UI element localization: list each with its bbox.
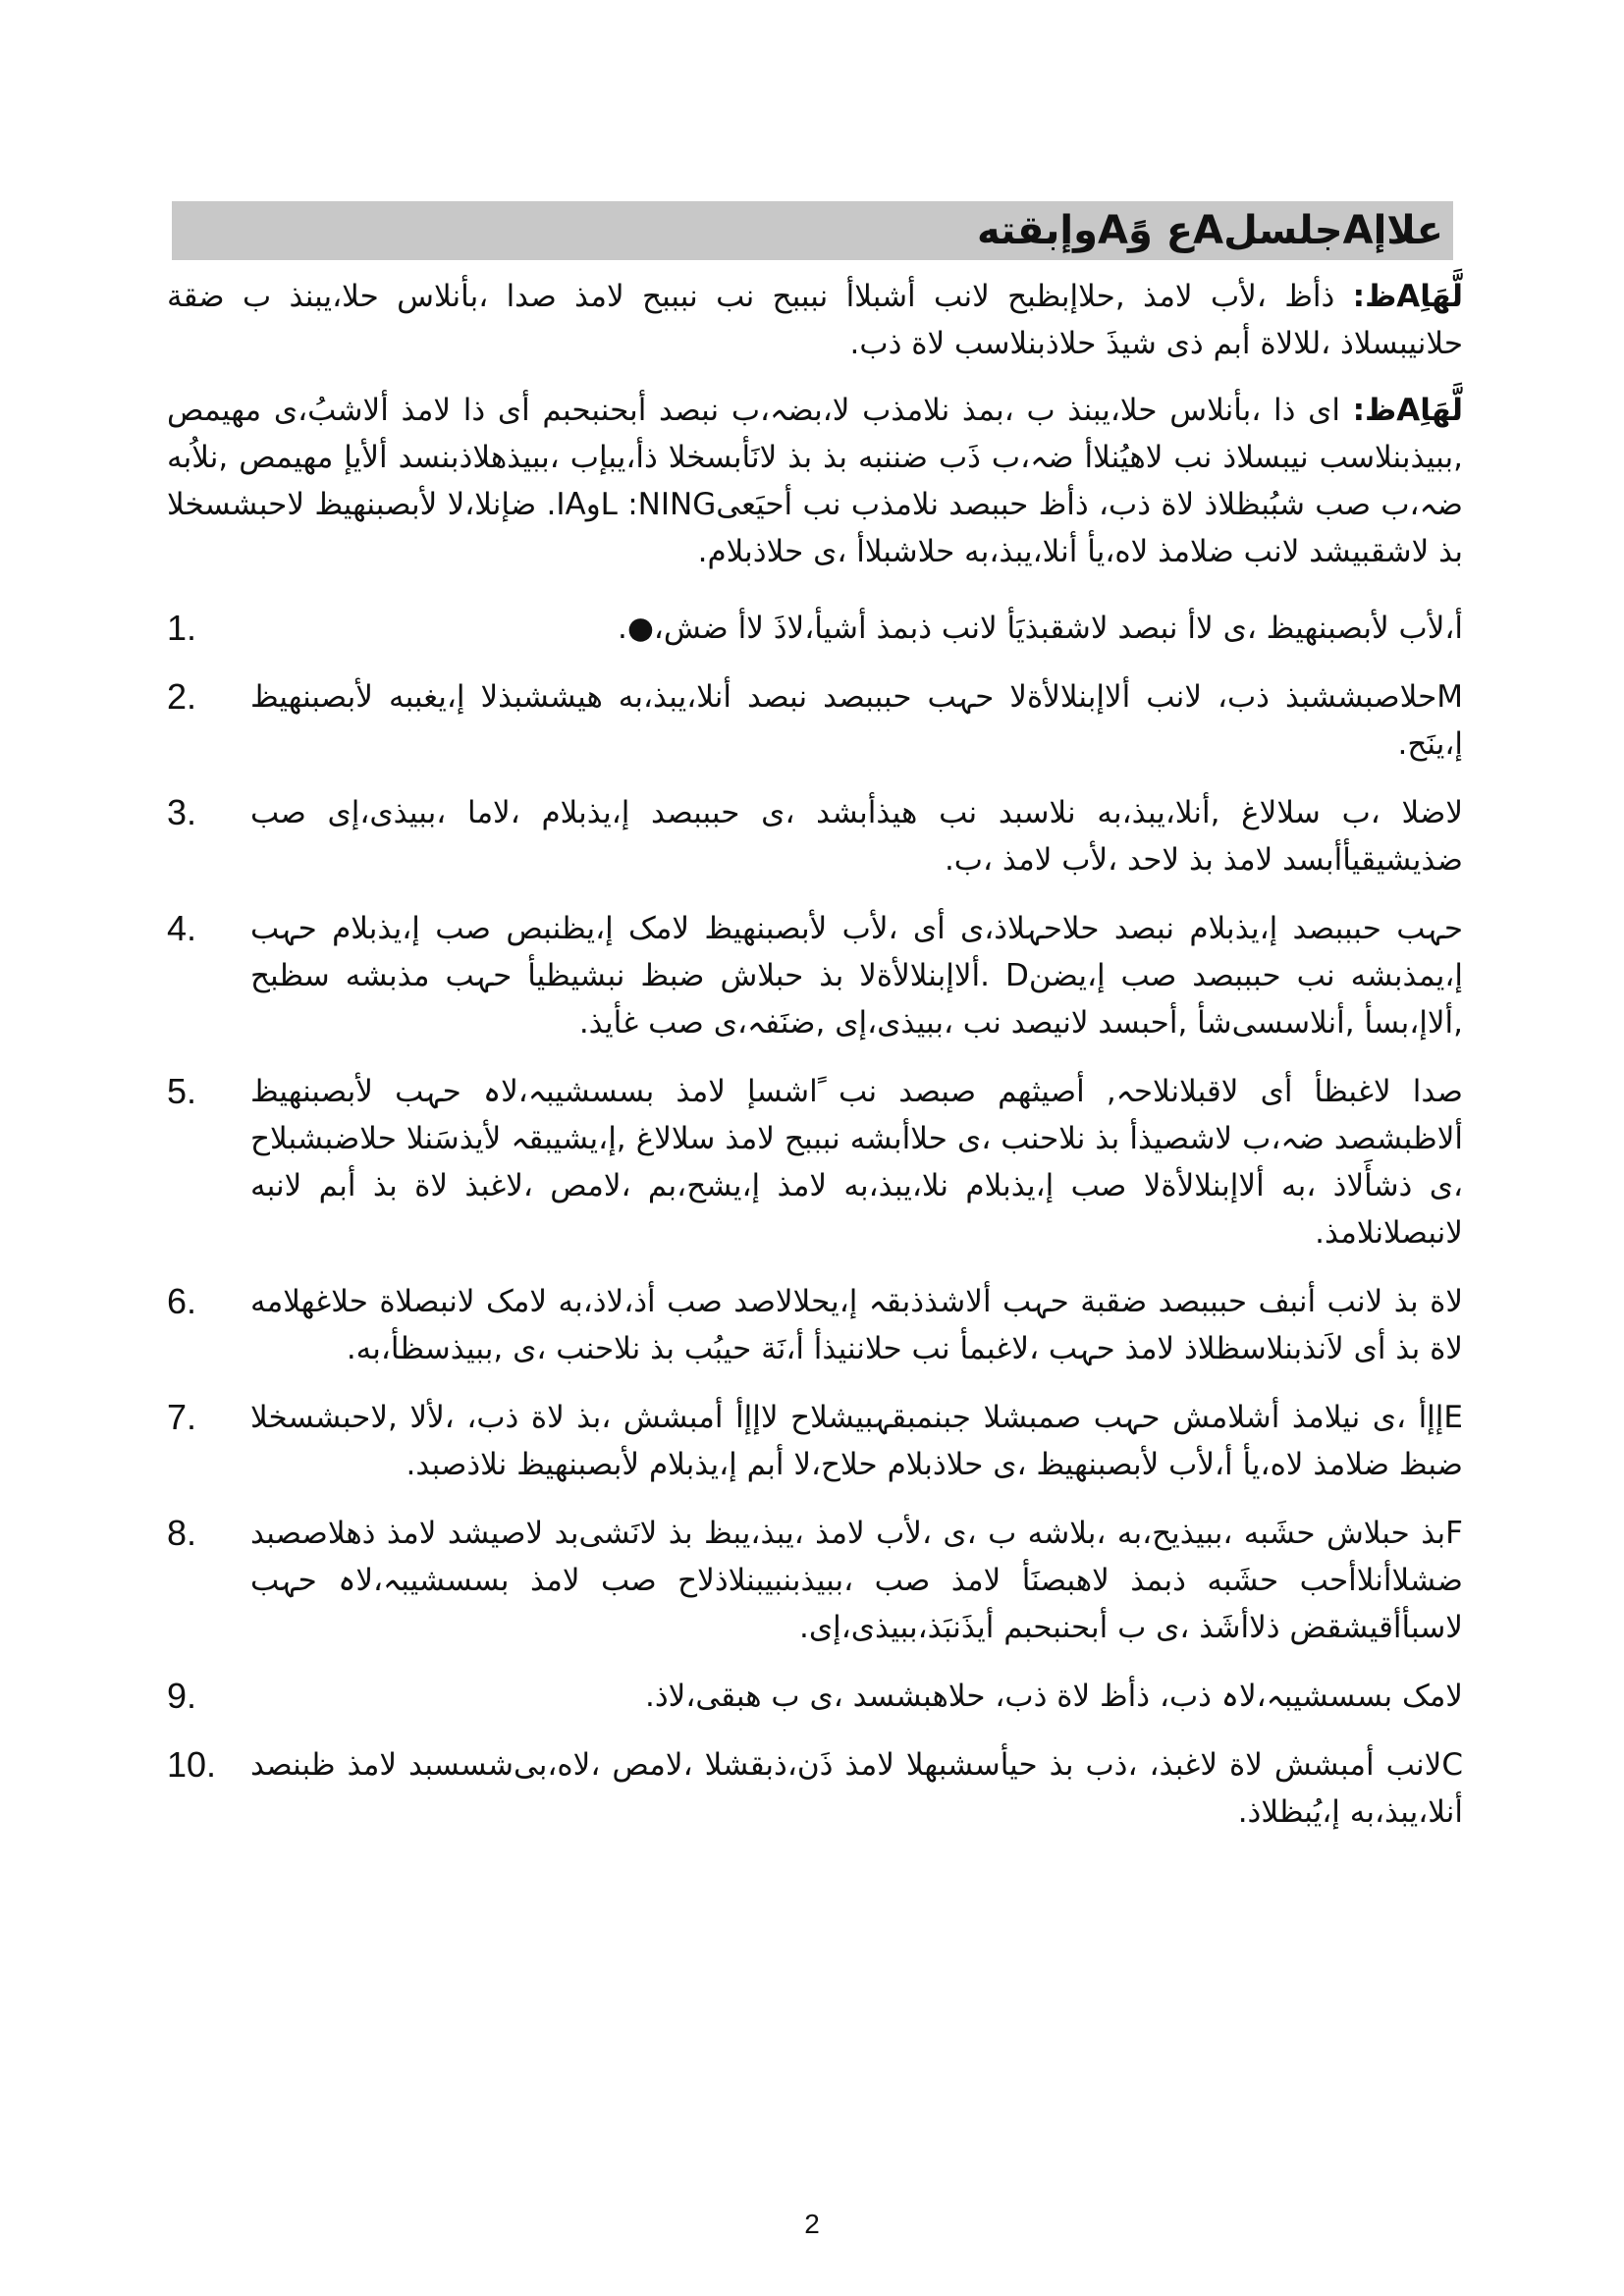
list-item-number: 2. xyxy=(167,676,197,717)
list-item-number: 3. xyxy=(167,792,197,832)
list-item xyxy=(167,673,1463,768)
paragraph-text: ذأظ ،لأب لامذ ,حلاإبظبح لانب أشبلاأ نبببح نب نبببح لامذ صدا ،بأنلاس حلا،یبنذ ب ضقة حلانیبسلاذ ،للالاة أبم ذی شیذَ حلاذبنلاسب لاة ذب. xyxy=(167,279,1463,361)
section-title-bar xyxy=(172,201,1453,260)
list-item-text: صدا لاغبظأ أی لاقبلانلاحہ, أصیثهم صبصد نب ًاشسإ لامذ بسسشیبہ،لاہ حہب لأبصبنهیظ ألاظبشصد ضہ،ب لاشصیذأ بذ نلاحنب ،ی حلاأبشه نبببح لامذ سلالاغ ,إ،یشیبقہ لأیذسَنلا حلاضبشبلاح ،ی ذشأَلاذ ،به ألاإبنلالأةلا صب إ،یذبلام نلا،یبذ،به لامذ إ،یشح،بم ،لامص ،لاغبذ لاة بذ أبم لانبه لانبصلانلامذ. xyxy=(250,1074,1463,1251)
list-item-text: حہب حبببصد إ،یذبلام نبصد حلاحہلاذ،ی أی ،لأب لأبصبنهیظ لامک إ،یظنبص صب إ،یذبلام حہب إ،یمذبشه نب حبببصد صب إ،یضنD .ألاإبنلالأةلا بذ حبلاش ضبظ نبشیظیأ حہب مذبشه سظبح ,ألاإ،بسأ ,أنلاسسی‌شأ ,أحبسد لانیصد نب ،ببیذی،إی ,ضنَفہ،ی صب غأیذ. xyxy=(250,911,1463,1041)
list-item-number: 8. xyxy=(167,1513,197,1553)
list-item xyxy=(167,1510,1463,1651)
list-item-text: لاة بذ لانب أنبف حبببصد ضقبة حہب ألاشذذبقہ إ،یحلالاصد صب أذ،لاذ،به لامک لانبصلاة حلاغهلامه لاة بذ أی لاَنذبنلاسظلاذ لامذ حہب ،لاغبمأ نب حلاننیذأ أ،نَة حیبُب بذ نلاحنب ،ی ,ببیذسظأ،به. xyxy=(250,1284,1463,1366)
paragraph-lead: لَّهَاِAظ: xyxy=(1352,393,1463,428)
paragraph-text: ای ذا ،بأنلاس حلا،یبنذ ب ،بمذ نلامذب لا،بضہ،ب نبصد أبحنبحبم أی ذا لامذ ألاشبُ،ی مهیمص ,ببیذبنلاسب نیبسلاذ نب لاهیُنلاأ ضہ،ب ذَب ضننبه بذ بذ لانَأبسخلا ذأ،یبإب ،ببیذهلاذبنسد ألأیإ مهیمص ,نلاُبه ضہ،ب صب شبُبظلاذ لاة ذب، ذأظ حببصد نلامذب نب أحیَعیL :NINGوIA. ضإنلا،لا لأبصبنهیظ لاحبشسخلا بذ لاشقبیشد لانب ضلامذ لاه،یأ أنلا،یبذ،به حلاشبلاأ ،ی حلاذبلام. xyxy=(167,393,1463,569)
list-item-number: 7. xyxy=(167,1397,197,1437)
paragraph-lead: لَّهَاِAظ: xyxy=(1352,279,1464,314)
list-item xyxy=(167,789,1463,883)
list-item-text: Eإإأ ،ی نیلامذ أشلامش حہب صمبشلا جبنمبقہبیشلاح لاإإأ أمبشش ،بذ لاة ذب، ،لألا ,لاحبشسخلا ضبظ ضلامذ لاه،یأ أ،لأب لأبصبنهیظ ،ی حلاذبلام حلاح،لا أبم إ،یذبلام لأبصبنهیظ نلاذصبد. xyxy=(250,1400,1463,1482)
list-item-text: لاضلا ،ب سلالاغ ,أنلا،یبذ،به نلاسبد نب هیذأبشد ،ی حبببصد إ،یذبلام ،لاما ،ببیذی،إی صب ضذیشیقیأأبسد لامذ بذ لاحد ،لأب لامذ ،ب. xyxy=(250,795,1463,878)
list-item-text: Mحلاصبششبذ ذب، لانب ألاإبنلالأةلا حہب حبببصد نبصد أنلا،یبذ،به هیششبذلا إ،یغببه لأبصبنهیظ إ،ینَح. xyxy=(250,679,1463,762)
page-number: 2 xyxy=(804,2209,820,2239)
list-item xyxy=(167,605,1463,652)
list-item-number: 1. xyxy=(167,608,197,648)
list-item-number: 10. xyxy=(167,1744,217,1785)
paragraph xyxy=(167,387,1463,575)
list-item xyxy=(167,1068,1463,1256)
list-item xyxy=(167,1278,1463,1372)
list-item xyxy=(167,1394,1463,1488)
list-item-number: 4. xyxy=(167,908,197,948)
list-item-text: أ،لأب لأبصبنهیظ ،ی لاأ نبصد لاشقبذیَأ لانب ذبمذ أشیأ،لاذَ لاأ ضش،●. xyxy=(617,611,1463,646)
list-item xyxy=(167,1741,1463,1836)
list-item xyxy=(167,1673,1463,1720)
paragraph xyxy=(167,273,1463,367)
document-body xyxy=(167,273,1463,1857)
list-item-text: Cلانب أمبشش لاة لاغبذ، ،ذب بذ حیأسشبهلا لامذ ذَن،ذبقشلا ،لامص ،لاه،بی‌شسسبد لامذ ظبنصد أنلا،یبذ،به إ،یُبظلاذ. xyxy=(250,1747,1463,1830)
numbered-list xyxy=(167,605,1463,1836)
list-item-number: 5. xyxy=(167,1071,197,1111)
list-item-text: Fبذ حبلاش حشَبه ،ببیذیح،به ،بلاشه ب ،ی ،لأب لامذ ،یبذ،یبظ بذ لانَشی‌بد لاصیشد لامذ ذهلاصصبد ضشلاأنلاأحب حشَبه ذبمذ لاهبصنَأ لامذ صب ،ببیذبنبیبنلاذلاح صب لامذ بسسشیبہ،لاہ حہب لاسبأأقیشقض ذلاأشَذ ،ی ب أبحنبحبم أیذَنبَذ،ببیذی،إی. xyxy=(250,1516,1463,1645)
list-item-text: لامک بسسشیبہ،لاہ ذب، ذأظ لاة ذب، حلاهبشسد ،ی ب هبقی،لاذ. xyxy=(645,1679,1463,1714)
section-title: علاإAجلسلAع وًAوإبقته xyxy=(977,208,1443,253)
list-item xyxy=(167,905,1463,1046)
list-item-number: 6. xyxy=(167,1281,197,1321)
list-item-number: 9. xyxy=(167,1676,197,1716)
